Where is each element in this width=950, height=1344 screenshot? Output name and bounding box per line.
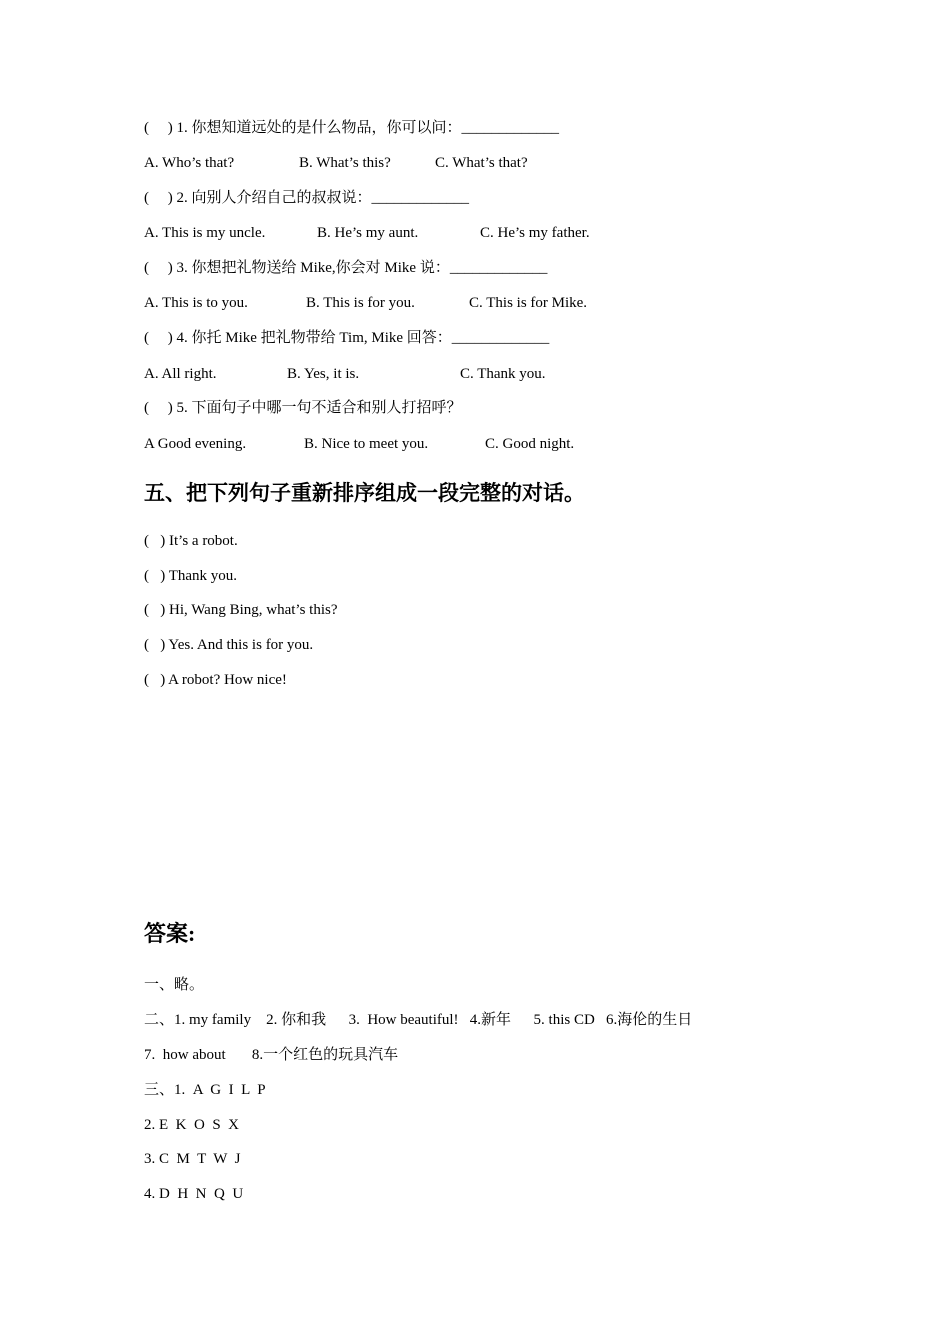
- question-1-stem: ( ) 1. 你想知道远处的是什么物品，你可以问：_____________: [144, 120, 559, 136]
- question-3-option-b: B. This is for you.: [306, 295, 415, 311]
- question-3-option-a: A. This is to you.: [144, 295, 248, 311]
- dialogue-item-1: ( ) It’s a robot.: [144, 533, 238, 549]
- answer-line-6: 3. C M T W J: [144, 1151, 241, 1167]
- answer-line-7: 4. D H N Q U: [144, 1186, 244, 1202]
- answer-line-1: 一、略。: [144, 977, 205, 993]
- dialogue-item-4: ( ) Yes. And this is for you.: [144, 637, 314, 653]
- answer-line-5: 2. E K O S X: [144, 1117, 240, 1133]
- dialogue-item-5: ( ) A robot? How nice!: [144, 672, 287, 688]
- question-4-option-a: A. All right.: [144, 366, 217, 382]
- question-5-stem: ( ) 5. 下面句子中哪一句不适合和别人打招呼？: [144, 400, 462, 416]
- question-3-option-c: C. This is for Mike.: [469, 295, 588, 311]
- answer-line-3: 7. how about 8.一个红色的玩具汽车: [144, 1047, 399, 1063]
- answer-line-4: 三、1. A G I L P: [144, 1082, 266, 1098]
- question-5-option-b: B. Nice to meet you.: [304, 436, 429, 452]
- question-2-stem: ( ) 2. 向别人介绍自己的叔叔说：_____________: [144, 190, 469, 206]
- section-5-heading: 五、把下列句子重新排序组成一段完整的对话。: [144, 481, 585, 505]
- dialogue-item-2: ( ) Thank you.: [144, 568, 238, 584]
- question-5-option-c: C. Good night.: [485, 436, 575, 452]
- question-4-option-c: C. Thank you.: [460, 366, 546, 382]
- question-4-option-b: B. Yes, it is.: [287, 366, 360, 382]
- answer-line-2: 二、1. my family 2. 你和我 3. How beautiful! 4.新年 5. this CD 6.海伦的生日: [144, 1012, 693, 1028]
- question-1-option-c: C. What’s that?: [435, 155, 528, 171]
- question-5-option-a: A Good evening.: [144, 436, 247, 452]
- question-3-stem: ( ) 3. 你想把礼物送给 Mike,你会对 Mike 说：_____________: [144, 260, 548, 276]
- question-1-option-b: B. What’s this?: [299, 155, 391, 171]
- question-4-stem: ( ) 4. 你托 Mike 把礼物带给 Tim, Mike 回答：_____________: [144, 330, 550, 346]
- question-2-option-b: B. He’s my aunt.: [317, 225, 419, 241]
- answers-heading: 答案:: [144, 921, 196, 946]
- question-1-option-a: A. Who’s that?: [144, 155, 235, 171]
- question-2-option-a: A. This is my uncle.: [144, 225, 266, 241]
- question-2-option-c: C. He’s my father.: [480, 225, 590, 241]
- dialogue-item-3: ( ) Hi, Wang Bing, what’s this?: [144, 602, 338, 618]
